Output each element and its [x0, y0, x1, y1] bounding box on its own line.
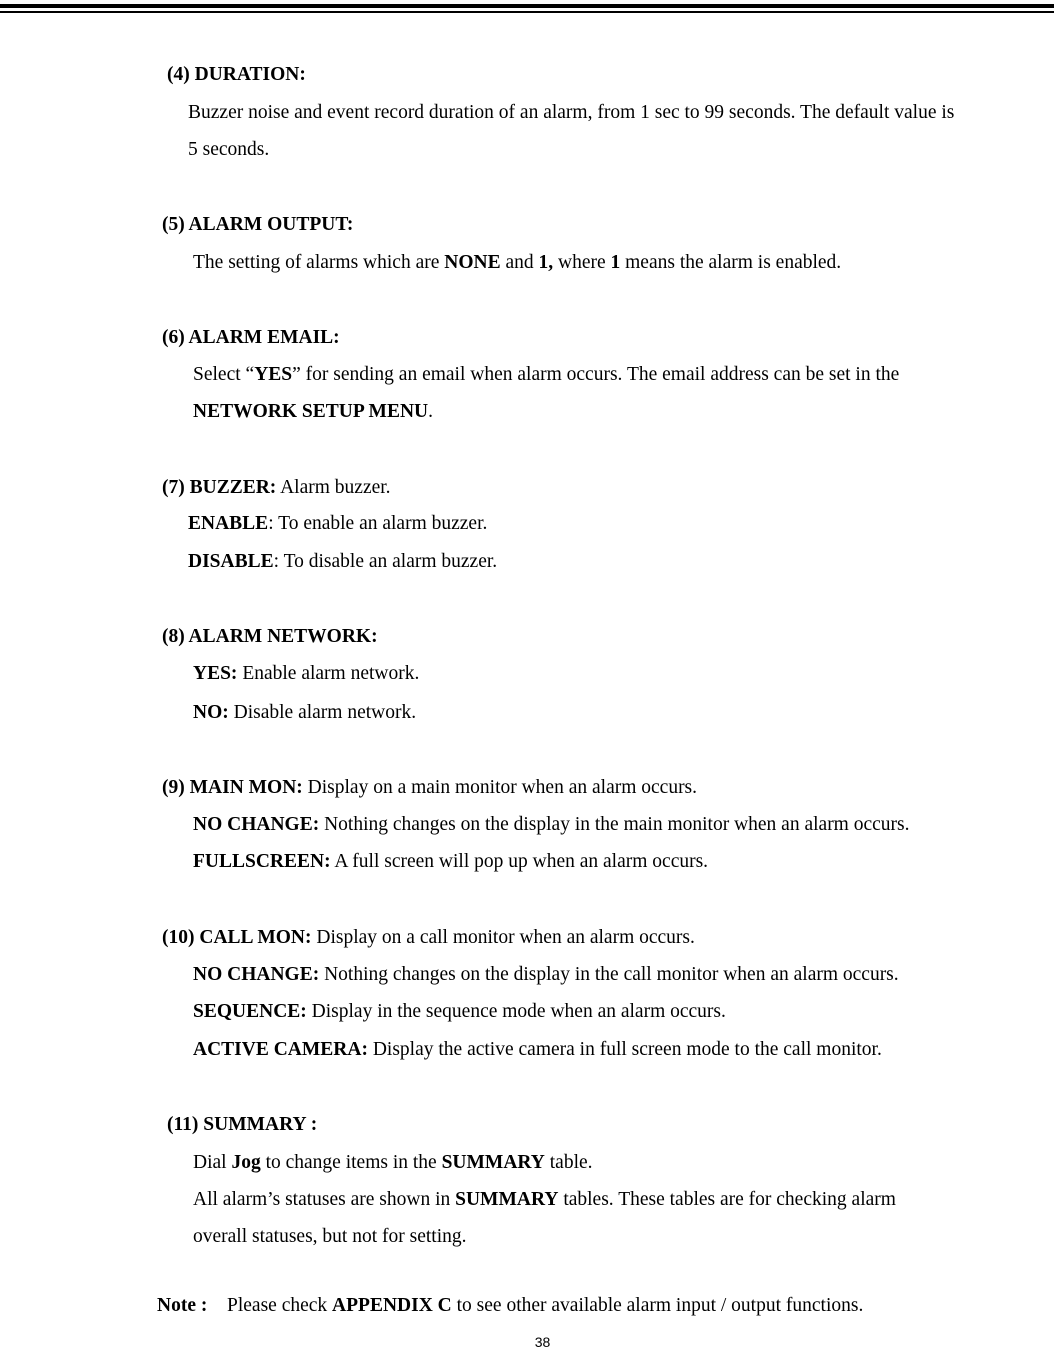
section-11-line-2: All alarm’s statuses are shown in SUMMARY tables. These tables are for checking alarm [193, 1189, 896, 1210]
section-10-no-change: NO CHANGE: Nothing changes on the display in the call monitor when an alarm occurs. [193, 964, 899, 985]
section-11-heading: (11) SUMMARY : [167, 1114, 318, 1135]
note-label: Note : [157, 1295, 208, 1316]
section-8-heading: (8) ALARM NETWORK: [162, 626, 378, 647]
section-6-heading: (6) ALARM EMAIL: [162, 327, 340, 348]
page-number: 38 [534, 1334, 551, 1350]
section-4-line-1: Buzzer noise and event record duration of an alarm, from 1 sec to 99 seconds. The default value is [188, 102, 955, 123]
section-8-no: NO: Disable alarm network. [193, 702, 417, 723]
section-11-line-3: overall statuses, but not for setting. [193, 1226, 467, 1247]
section-5-line-1: The setting of alarms which are NONE and 1, where 1 means the alarm is enabled. [193, 252, 842, 273]
section-4-line-2: 5 seconds. [188, 139, 270, 160]
section-9-no-change: NO CHANGE: Nothing changes on the display in the main monitor when an alarm occurs. [193, 814, 910, 835]
section-11-line-1: Dial Jog to change items in the SUMMARY table. [193, 1152, 593, 1173]
section-9-fullscreen: FULLSCREEN: A full screen will pop up when an alarm occurs. [193, 851, 709, 872]
section-7-enable: ENABLE: To enable an alarm buzzer. [188, 513, 488, 534]
section-7-disable: DISABLE: To disable an alarm buzzer. [188, 551, 498, 572]
section-10-heading: (10) CALL MON: Display on a call monitor when an alarm occurs. [162, 927, 695, 948]
section-6-line-2: NETWORK SETUP MENU. [193, 401, 433, 422]
section-5-heading: (5) ALARM OUTPUT: [162, 214, 354, 235]
section-7-heading: (7) BUZZER: Alarm buzzer. [162, 477, 391, 498]
section-4-heading: (4) DURATION: [167, 64, 306, 85]
note-text: Please check APPENDIX C to see other available alarm input / output functions. [227, 1295, 864, 1316]
top-rule-thick [0, 4, 1054, 8]
section-10-sequence: SEQUENCE: Display in the sequence mode when an alarm occurs. [193, 1001, 726, 1022]
top-rule-thin [0, 11, 1054, 13]
section-6-line-1: Select “YES” for sending an email when alarm occurs. The email address can be set in the [193, 364, 900, 385]
section-10-active-camera: ACTIVE CAMERA: Display the active camera in full screen mode to the call monitor. [193, 1039, 882, 1060]
section-8-yes: YES: Enable alarm network. [193, 663, 420, 684]
section-9-heading: (9) MAIN MON: Display on a main monitor when an alarm occurs. [162, 777, 698, 798]
